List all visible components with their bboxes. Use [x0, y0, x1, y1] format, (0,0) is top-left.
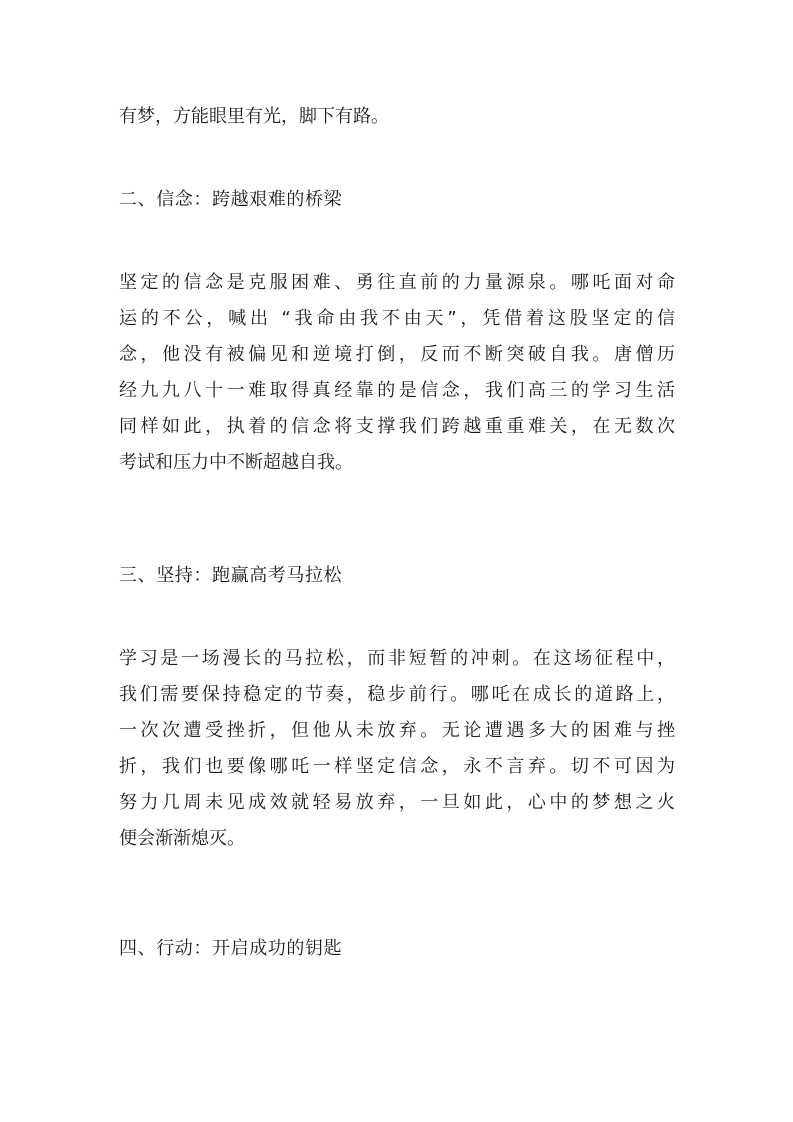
- paragraph-line: 念，他没有被偏见和逆境打倒，反而不断突破自我。唐僧历: [119, 344, 675, 365]
- section-heading-text: 四、行动：开启成功的钥匙: [119, 938, 343, 959]
- paragraph-line: 我们需要保持稳定的节奏，稳步前行。哪吒在成长的道路上，: [119, 684, 675, 705]
- paragraph-line: 考试和压力中不断超越自我。: [119, 452, 353, 473]
- section-heading-text: 三、坚持：跑赢高考马拉松: [119, 565, 343, 586]
- section-3-paragraph: [119, 641, 675, 857]
- paragraph-line: 运的不公，喊出 “我命由我不由天”，凭借着这股坚定的信: [119, 308, 675, 329]
- section-heading-4: [119, 931, 675, 967]
- paragraph-line: 便会渐渐熄灭。: [119, 828, 245, 849]
- paragraph-line: 同样如此，执着的信念将支撑我们跨越重重难关，在无数次: [119, 416, 675, 437]
- paragraph-line: 学习是一场漫长的马拉松，而非短暂的冲刺。在这场征程中，: [119, 648, 675, 669]
- section-heading-3: [119, 558, 675, 594]
- section-heading-text: 二、信念：跨越艰难的桥梁: [119, 189, 343, 210]
- paragraph-line: 坚定的信念是克服困难、勇往直前的力量源泉。哪吒面对命: [119, 272, 675, 293]
- section-2-paragraph: [119, 265, 675, 481]
- paragraph-line: 有梦，方能眼里有光，脚下有路。: [119, 106, 389, 127]
- paragraph-line: 一次次遭受挫折，但他从未放弃。无论遭遇多大的困难与挫: [119, 720, 675, 741]
- paragraph-line: 折，我们也要像哪吒一样坚定信念，永不言弃。切不可因为: [119, 756, 675, 777]
- section-heading-2: [119, 182, 675, 218]
- intro-paragraph: [119, 99, 675, 135]
- paragraph-line: 经九九八十一难取得真经靠的是信念，我们高三的学习生活: [119, 380, 675, 401]
- paragraph-line: 努力几周未见成效就轻易放弃，一旦如此，心中的梦想之火: [119, 792, 675, 813]
